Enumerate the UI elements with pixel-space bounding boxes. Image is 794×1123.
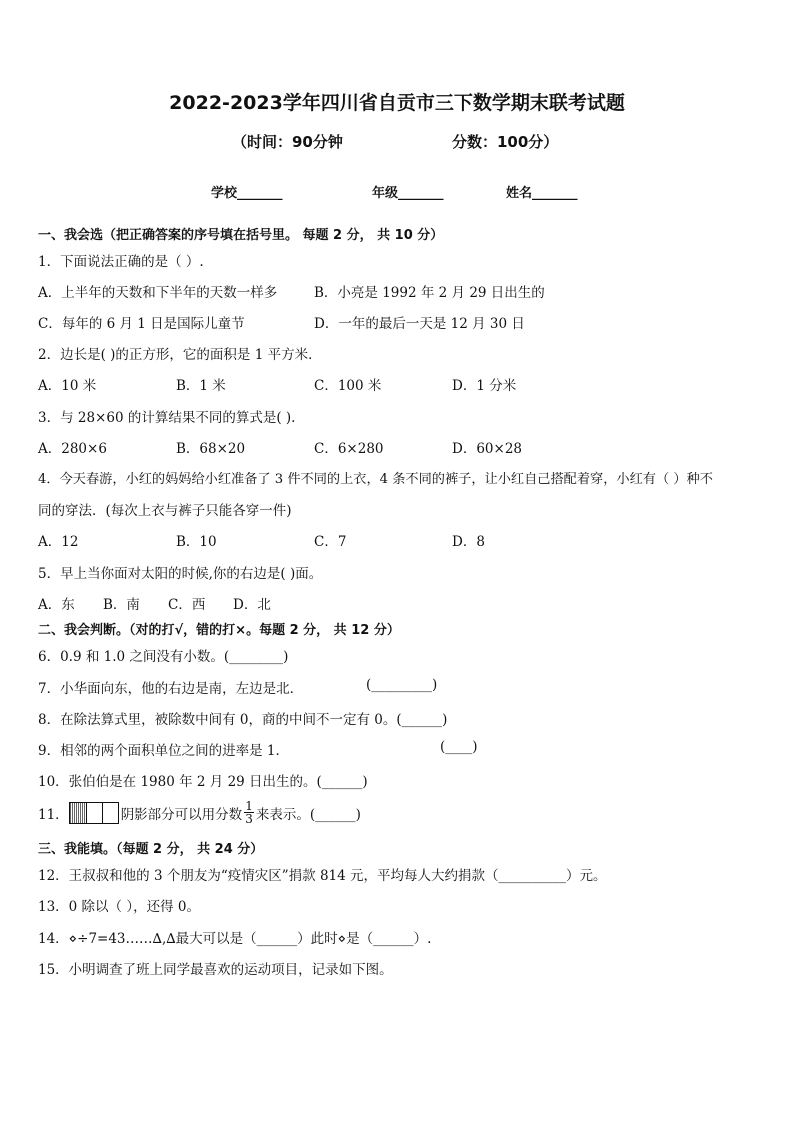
fraction-denominator: 3 <box>245 812 253 826</box>
section-3-heading: 三、我能填。（每题 2 分， 共 24 分） <box>38 842 264 857</box>
question-14: 14．⋄÷7=43……∆,∆最大可以是（______）此时⋄是（______）. <box>38 931 432 947</box>
fraction-one-third <box>244 800 254 825</box>
grade-field: 年级_______ <box>372 186 444 201</box>
q4-option-a: A．12 <box>38 534 79 550</box>
q5-option-c: C．西 <box>168 597 206 613</box>
q2-option-a: A．10 米 <box>38 378 97 394</box>
exam-time: （时间：90分钟 <box>232 133 343 151</box>
q1-option-d: D．一年的最后一天是 12 月 30 日 <box>314 316 525 332</box>
question-3: 3．与 28×60 的计算结果不同的算式是( ). <box>38 410 296 426</box>
school-field: 学校_______ <box>211 186 283 201</box>
q11-text-1: 阴影部分可以用分数 <box>120 806 243 823</box>
q3-option-b: B．68×20 <box>176 441 246 457</box>
q2-option-b: B．1 米 <box>176 378 226 394</box>
name-field: 姓名_______ <box>506 186 578 201</box>
q2-option-c: C．100 米 <box>314 378 382 394</box>
q7-answer-blank: (_________) <box>366 677 438 693</box>
question-9: 9．相邻的两个面积单位之间的进率是 1． <box>38 743 289 759</box>
q9-answer-blank: (____) <box>440 739 478 755</box>
question-4-cont: 同的穿法．(每次上衣与裤子只能各穿一件) <box>38 503 292 519</box>
shaded-cell <box>70 803 87 823</box>
question-5: 5．早上当你面对太阳的时候,你的右边是( )面。 <box>38 566 323 582</box>
q1-option-b: B．小亮是 1992 年 2 月 29 日出生的 <box>314 285 545 301</box>
q4-option-c: C．7 <box>314 534 347 550</box>
question-6: 6．0.9 和 1.0 之间没有小数。(________) <box>38 649 289 665</box>
question-2: 2．边长是( )的正方形，它的面积是 1 平方米． <box>38 347 322 363</box>
question-8: 8．在除法算式里，被除数中间有 0，商的中间不一定有 0。(______) <box>38 712 448 728</box>
q5-option-a: A．东 <box>38 597 75 613</box>
q1-option-a: A．上半年的天数和下半年的天数一样多 <box>38 285 278 301</box>
question-4: 4．今天春游，小红的妈妈给小红准备了 3 件不同的上衣，4 条不同的裤子，让小红自己搭配着穿，小红有（ ）种不 <box>38 472 713 487</box>
exam-score: 分数：100分） <box>452 133 559 151</box>
q11-text-2: 来表示。(______) <box>255 806 361 823</box>
q4-option-b: B．10 <box>176 534 217 550</box>
section-2-heading: 二、我会判断。（对的打√，错的打×。每题 2 分， 共 12 分） <box>38 623 400 638</box>
question-12: 12．王叔叔和他的 3 个朋友为“疫情灾区”捐款 814 元，平均每人大约捐款（__________）元。 <box>38 868 607 884</box>
q2-option-d: D．1 分米 <box>452 378 517 394</box>
blank-cell <box>102 803 118 823</box>
question-11 <box>38 800 361 825</box>
q11-number: 11． <box>38 806 69 823</box>
q3-option-d: D．60×28 <box>452 441 522 457</box>
q5-option-d: D．北 <box>233 597 271 613</box>
question-10: 10．张伯伯是在 1980 年 2 月 29 日出生的。(______) <box>38 774 368 790</box>
q4-option-d: D．8 <box>452 534 485 550</box>
q1-option-c: C．每年的 6 月 1 日是国际儿童节 <box>38 316 245 332</box>
q3-option-a: A．280×6 <box>38 441 107 457</box>
section-1-heading: 一、我会选（把正确答案的序号填在括号里。 每题 2 分， 共 10 分） <box>38 228 444 243</box>
page-title: 2022-2023学年四川省自贡市三下数学期末联考试题 <box>169 92 625 114</box>
question-15: 15．小明调查了班上同学最喜欢的运动项目，记录如下图。 <box>38 962 393 978</box>
question-13: 13．0 除以（ ），还得 0。 <box>38 899 200 915</box>
question-7: 7．小华面向东，他的右边是南，左边是北． <box>38 681 304 697</box>
shaded-rectangle-figure <box>69 802 119 824</box>
q3-option-c: C．6×280 <box>314 441 384 457</box>
fraction-numerator: 1 <box>245 799 253 813</box>
blank-cell <box>86 803 103 823</box>
question-1: 1．下面说法正确的是（ ）. <box>38 254 204 270</box>
q5-option-b: B．南 <box>103 597 140 613</box>
